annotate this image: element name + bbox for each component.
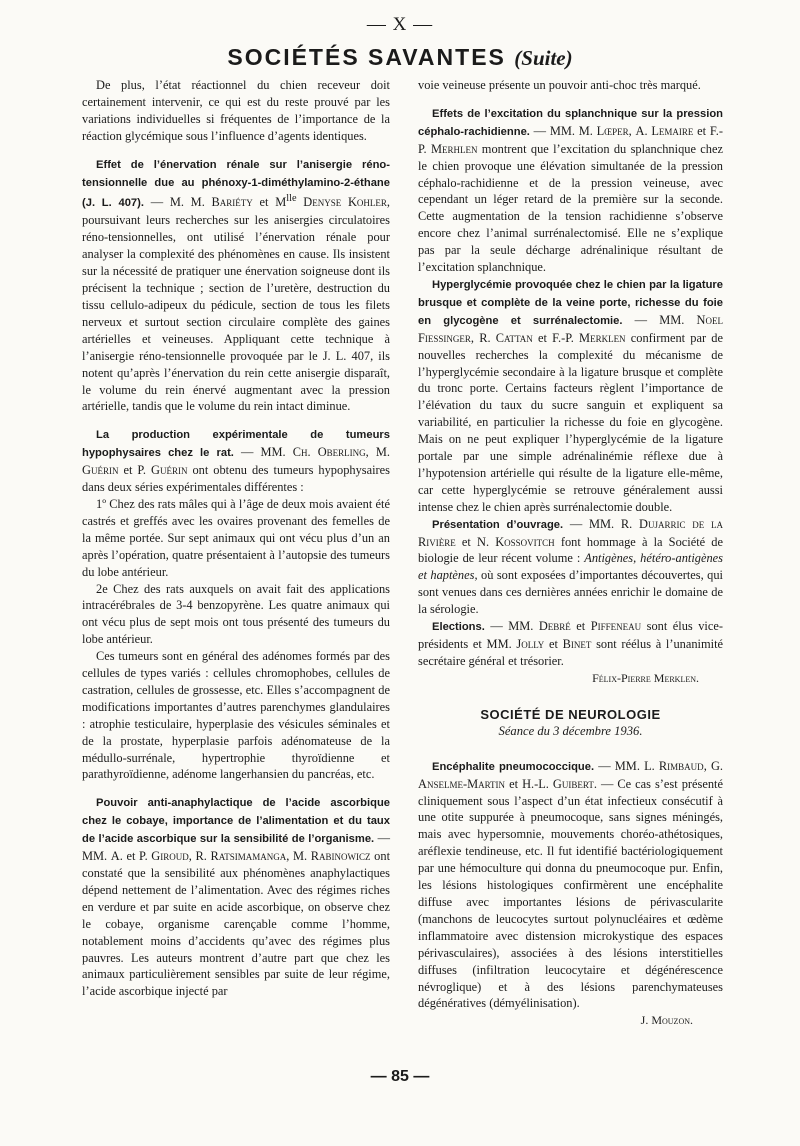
book-title: Antigènes, hétéro-antigènes et haptènes, bbox=[418, 551, 723, 583]
article-tumeurs-hypophysaires bbox=[82, 426, 390, 496]
author-name: A. bbox=[110, 849, 123, 864]
author-name: M. Guérin bbox=[82, 445, 390, 478]
article-enervation-renale bbox=[82, 156, 390, 416]
author-name: F.-P. Merklen bbox=[552, 330, 626, 345]
author-name: Noel Fiessinger bbox=[418, 312, 723, 345]
author-name: Piffeneau bbox=[590, 619, 642, 634]
author-name: A. Lemaire bbox=[635, 123, 694, 138]
right-column bbox=[418, 77, 723, 1029]
author-name: P. Guérin bbox=[137, 463, 188, 478]
article-text: — MM. bbox=[484, 619, 539, 634]
article-text: montrent que l’excitation du splanchnique chez le chien provoque une élévation simultanée de la pression céphalo-rachidienne et de la pression veineuse, avec cependant un léger retard de la première sur la seconde. Cette augmentation de la tension rachidienne s’observe encore chez l’animal surrénalectomisé. Elle ne s’explique pas par la seule décharge adrénalinique résultant de l’excitation splanchnique. bbox=[418, 141, 723, 275]
left-column bbox=[82, 77, 390, 1000]
article-text: , bbox=[286, 849, 294, 864]
paragraph-intro: De plus, l’état réactionnel du chien receveur doit certainement intervenir, ce qui est du reste prouvé par les variations individuelles si fréquentes de l’importance de la réaction glycémique sous l’influence d’agents identiques. bbox=[82, 78, 390, 143]
author-name: G. Anselme-Martin bbox=[418, 758, 723, 791]
article-encephalite bbox=[418, 758, 723, 1013]
paragraph-serie-1: 1º Chez des rats mâles qui à l’âge de deux mois avaient été castrés et greffés avec les ovaires provenant des femelles de la même portée. Sur sept animaux qui ont vécu plus d’un an après l’opération, quatre présentaient à l’autopsie des tumeurs du lobe antérieur. bbox=[82, 496, 390, 579]
page-number: — 85 — bbox=[370, 1068, 430, 1085]
article-text: ont constaté que la sensibilité aux phénomènes anaphylactiques dépend nettement de l’alimentation. Avec des régimes riches en verdure et par suite en acide ascorbique, on observe chez le cobaye, organisme carençable comme l’homme, notablement moins d’accidents qu’avec des régimes plus pauvres. Les auteurs montrent d’autre part que chez les animaux particulièrement sensibles par suite de leur régime, l’acide ascorbique injecté par bbox=[82, 849, 391, 999]
article-splanchnique bbox=[418, 105, 723, 276]
article-elections bbox=[418, 618, 723, 670]
article-text: , bbox=[470, 330, 480, 345]
article-text: et bbox=[532, 330, 553, 345]
running-title-suite: (Suite) bbox=[514, 46, 573, 70]
seance-date: Séance du 3 décembre 1936. bbox=[498, 723, 643, 738]
superscript: lle bbox=[286, 193, 297, 205]
signature-mouzon: J. Mouzon. bbox=[640, 1013, 693, 1028]
author-name: M. Lœper bbox=[578, 123, 629, 138]
author-name: Binet bbox=[562, 637, 592, 651]
article-text: — MM. bbox=[82, 831, 390, 864]
paragraph-adenomes: Ces tumeurs sont en général des adénomes formés par des cellules de types variés : cellules chromophobes, cellules de castration, cellules de grossesse, etc. Elles s’accompagnent de modifications importantes d’autres parenchymes glandulaires : atrophie testiculaire, hyperplasie des vésicules séminales et de la prostate, hyperplasie parfois adénomateuse de la médullo-surrénale, hypertrophie thyroïdienne et parathyroïdienne, adénome langerhansien du pancréas, etc. bbox=[82, 649, 390, 782]
article-text: et bbox=[122, 849, 140, 864]
author-name: R. Ratsimamanga bbox=[195, 849, 287, 864]
article-text: où sont exposées d’importantes découvertes, qui sont venues dans ces dernières années enrichir le domaine de la sérologie. bbox=[418, 568, 723, 617]
author-name: F.-P. Merhlen bbox=[418, 123, 723, 156]
article-text: et bbox=[455, 534, 478, 549]
article-text: et bbox=[693, 123, 710, 138]
article-heading: Hyperglycémie provoquée chez le chien par la ligature brusque et complète de la veine porte, richesse du foie en glycogène et surrénalectomie. bbox=[418, 278, 723, 327]
article-hyperglycemie bbox=[418, 276, 723, 516]
article-text: sont réélus à l’unanimité secrétaire général et trésorier. bbox=[418, 637, 724, 668]
article-text: — MM. bbox=[529, 123, 579, 138]
article-text: et bbox=[118, 463, 138, 478]
roman-folio: — X — bbox=[366, 14, 434, 35]
article-heading: Effets de l’excitation du splanchnique sur la pression céphalo-rachidienne. bbox=[418, 107, 723, 138]
article-presentation-ouvrage bbox=[418, 516, 723, 618]
running-title bbox=[0, 44, 800, 71]
author-name: L. Rimbaud bbox=[644, 758, 704, 773]
author-name: Ch. Oberling bbox=[292, 445, 366, 460]
article-text: , poursuivant leurs recherches sur les anisergies circulatoires réno-tensionnelles, ont utilisé l’énervation rénale pour analyser la complexité des phénomènes en cause. Ils insistent sur la nécessité de pratiquer une énervation soigneuse dont ils précisent la technique ; section de l’uretère, destruction du tissu cellulo-adipeux du pédicule, section de tous les filets nerveux et surtout section circulaire complète des gaines artérielles et veineuses. Appliquant cette technique à l’anisergie réno-tensionnelle provoquée par le J. L. 407, ils notent qu’après l’énervation du rein cette anisergie disparaît, le volume du rein énervé augmentant avec la pression artérielle, tandis que le volume du rein intact diminue. bbox=[82, 195, 391, 414]
author-name: R. Dujarric de la Rivière bbox=[418, 516, 723, 549]
author-name: Bariéty bbox=[211, 195, 253, 210]
author-name: Denyse Kohler bbox=[296, 195, 387, 210]
author-name: R. Cattan bbox=[479, 330, 533, 345]
paragraph-serie-2: 2e Chez des rats auxquels on avait fait des applications intracérébrales de 3-4 benzopyrène. Les quatre animaux qui ont vécu plus de sept mois ont tous présenté des tumeurs du lobe antérieur. bbox=[82, 581, 390, 647]
article-text: ont obtenu des tumeurs hypophysaires dans deux séries expérimentales différentes : bbox=[82, 463, 390, 495]
article-text: — MM. bbox=[622, 312, 697, 327]
article-text: et bbox=[570, 619, 591, 634]
article-text: et M bbox=[252, 195, 287, 210]
article-text: . — Ce cas s’est présenté cliniquement sous l’aspect d’un état infectieux consécutif à une otite suppurée à pneumocoque, sans signes méningés, mais avec hypersomnie, mouvements choréo-athétosiques, aréflexie tendineuse, etc. Il fut identifié bactériologiquement par une hémoculture qui donna du pneumocoque pur. Enfin, les lésions histologiques confirmèrent une encéphalite diffuse avec importantes lésions de périvascularite (manchons de leucocytes surtout polynucléaires et œdème inflammatoire avec distension microkystique des espaces périvasculaires), associées à des lésions interstitielles diffuses (infiltration leucocytaire et dégénérescence névroglique) et à des lésions parenchymateuses dégénératives (démyélinisation). bbox=[418, 776, 724, 1011]
author-name: Debré bbox=[538, 619, 571, 634]
article-acide-ascorbique bbox=[82, 794, 390, 1000]
running-title-text: SOCIÉTÉS SAVANTES bbox=[227, 44, 506, 70]
article-text: et bbox=[544, 637, 563, 651]
article-text: , bbox=[365, 445, 376, 460]
article-text: — MM. bbox=[563, 516, 621, 531]
article-heading: Elections. bbox=[432, 621, 485, 634]
article-heading: La production expérimentale de tumeurs hypophysaires chez le rat. bbox=[82, 429, 390, 460]
article-text: — M. M. bbox=[143, 195, 212, 210]
article-text: — MM. bbox=[233, 445, 293, 460]
author-name: Jolly bbox=[516, 637, 545, 651]
article-text: , bbox=[628, 123, 636, 138]
paragraph-continuation: voie veineuse présente un pouvoir anti-choc très marqué. bbox=[418, 78, 701, 92]
article-text: , bbox=[703, 758, 711, 773]
section-heading-neurologie: SOCIÉTÉ DE NEUROLOGIE bbox=[480, 706, 661, 722]
article-heading: Pouvoir anti-anaphylactique de l’acide ascorbique chez le cobaye, importance de l’alimentation et du taux de l’acide ascorbique sur la sensibilité de l’organisme. bbox=[82, 797, 390, 846]
article-heading: Encéphalite pneumococcique. bbox=[432, 760, 595, 773]
author-name: N. Kossovitch bbox=[477, 534, 555, 549]
author-name: H.-L. Guibert bbox=[522, 776, 594, 791]
article-heading: Présentation d’ouvrage. bbox=[432, 518, 564, 531]
article-text: confirment par de nouvelles recherches la complexité du mécanisme de l’hyperglycémie secondaire à la ligature brusque et complète du tronc porte. Certains facteurs règlent l’importance de l’élévation du taux du sucre sanguin et expliquent sa variabilité, en particulier la richesse du foie en glycogène. Mais on ne peut expliquer l’hyperglycémie de la ligature portale par une simple adrénalinémie réflexe due à l’hypotension artérielle qui résulte de la ligature elle-même, car cette hyperglycémie se retrouve généralement aussi intense chez le chien après surrénalectomie double. bbox=[418, 330, 724, 514]
article-text: sont élus vice-présidents et MM. bbox=[418, 619, 724, 651]
article-text: font hommage à la Société de biologie de leur récent volume : bbox=[418, 534, 723, 566]
author-name: M. Rabinowicz bbox=[293, 849, 371, 864]
article-heading: Effet de l’énervation rénale sur l’anisergie réno-tensionnelle due au phénoxy-1-diméthylamino-2-éthane (J. L. 407). bbox=[82, 158, 390, 210]
article-text: — MM. bbox=[594, 758, 645, 773]
article-text: , bbox=[188, 849, 196, 864]
article-text: et bbox=[505, 776, 523, 791]
author-name: P. Giroud bbox=[139, 849, 189, 864]
signature-merklen: Félix-Pierre Merklen. bbox=[592, 670, 699, 685]
